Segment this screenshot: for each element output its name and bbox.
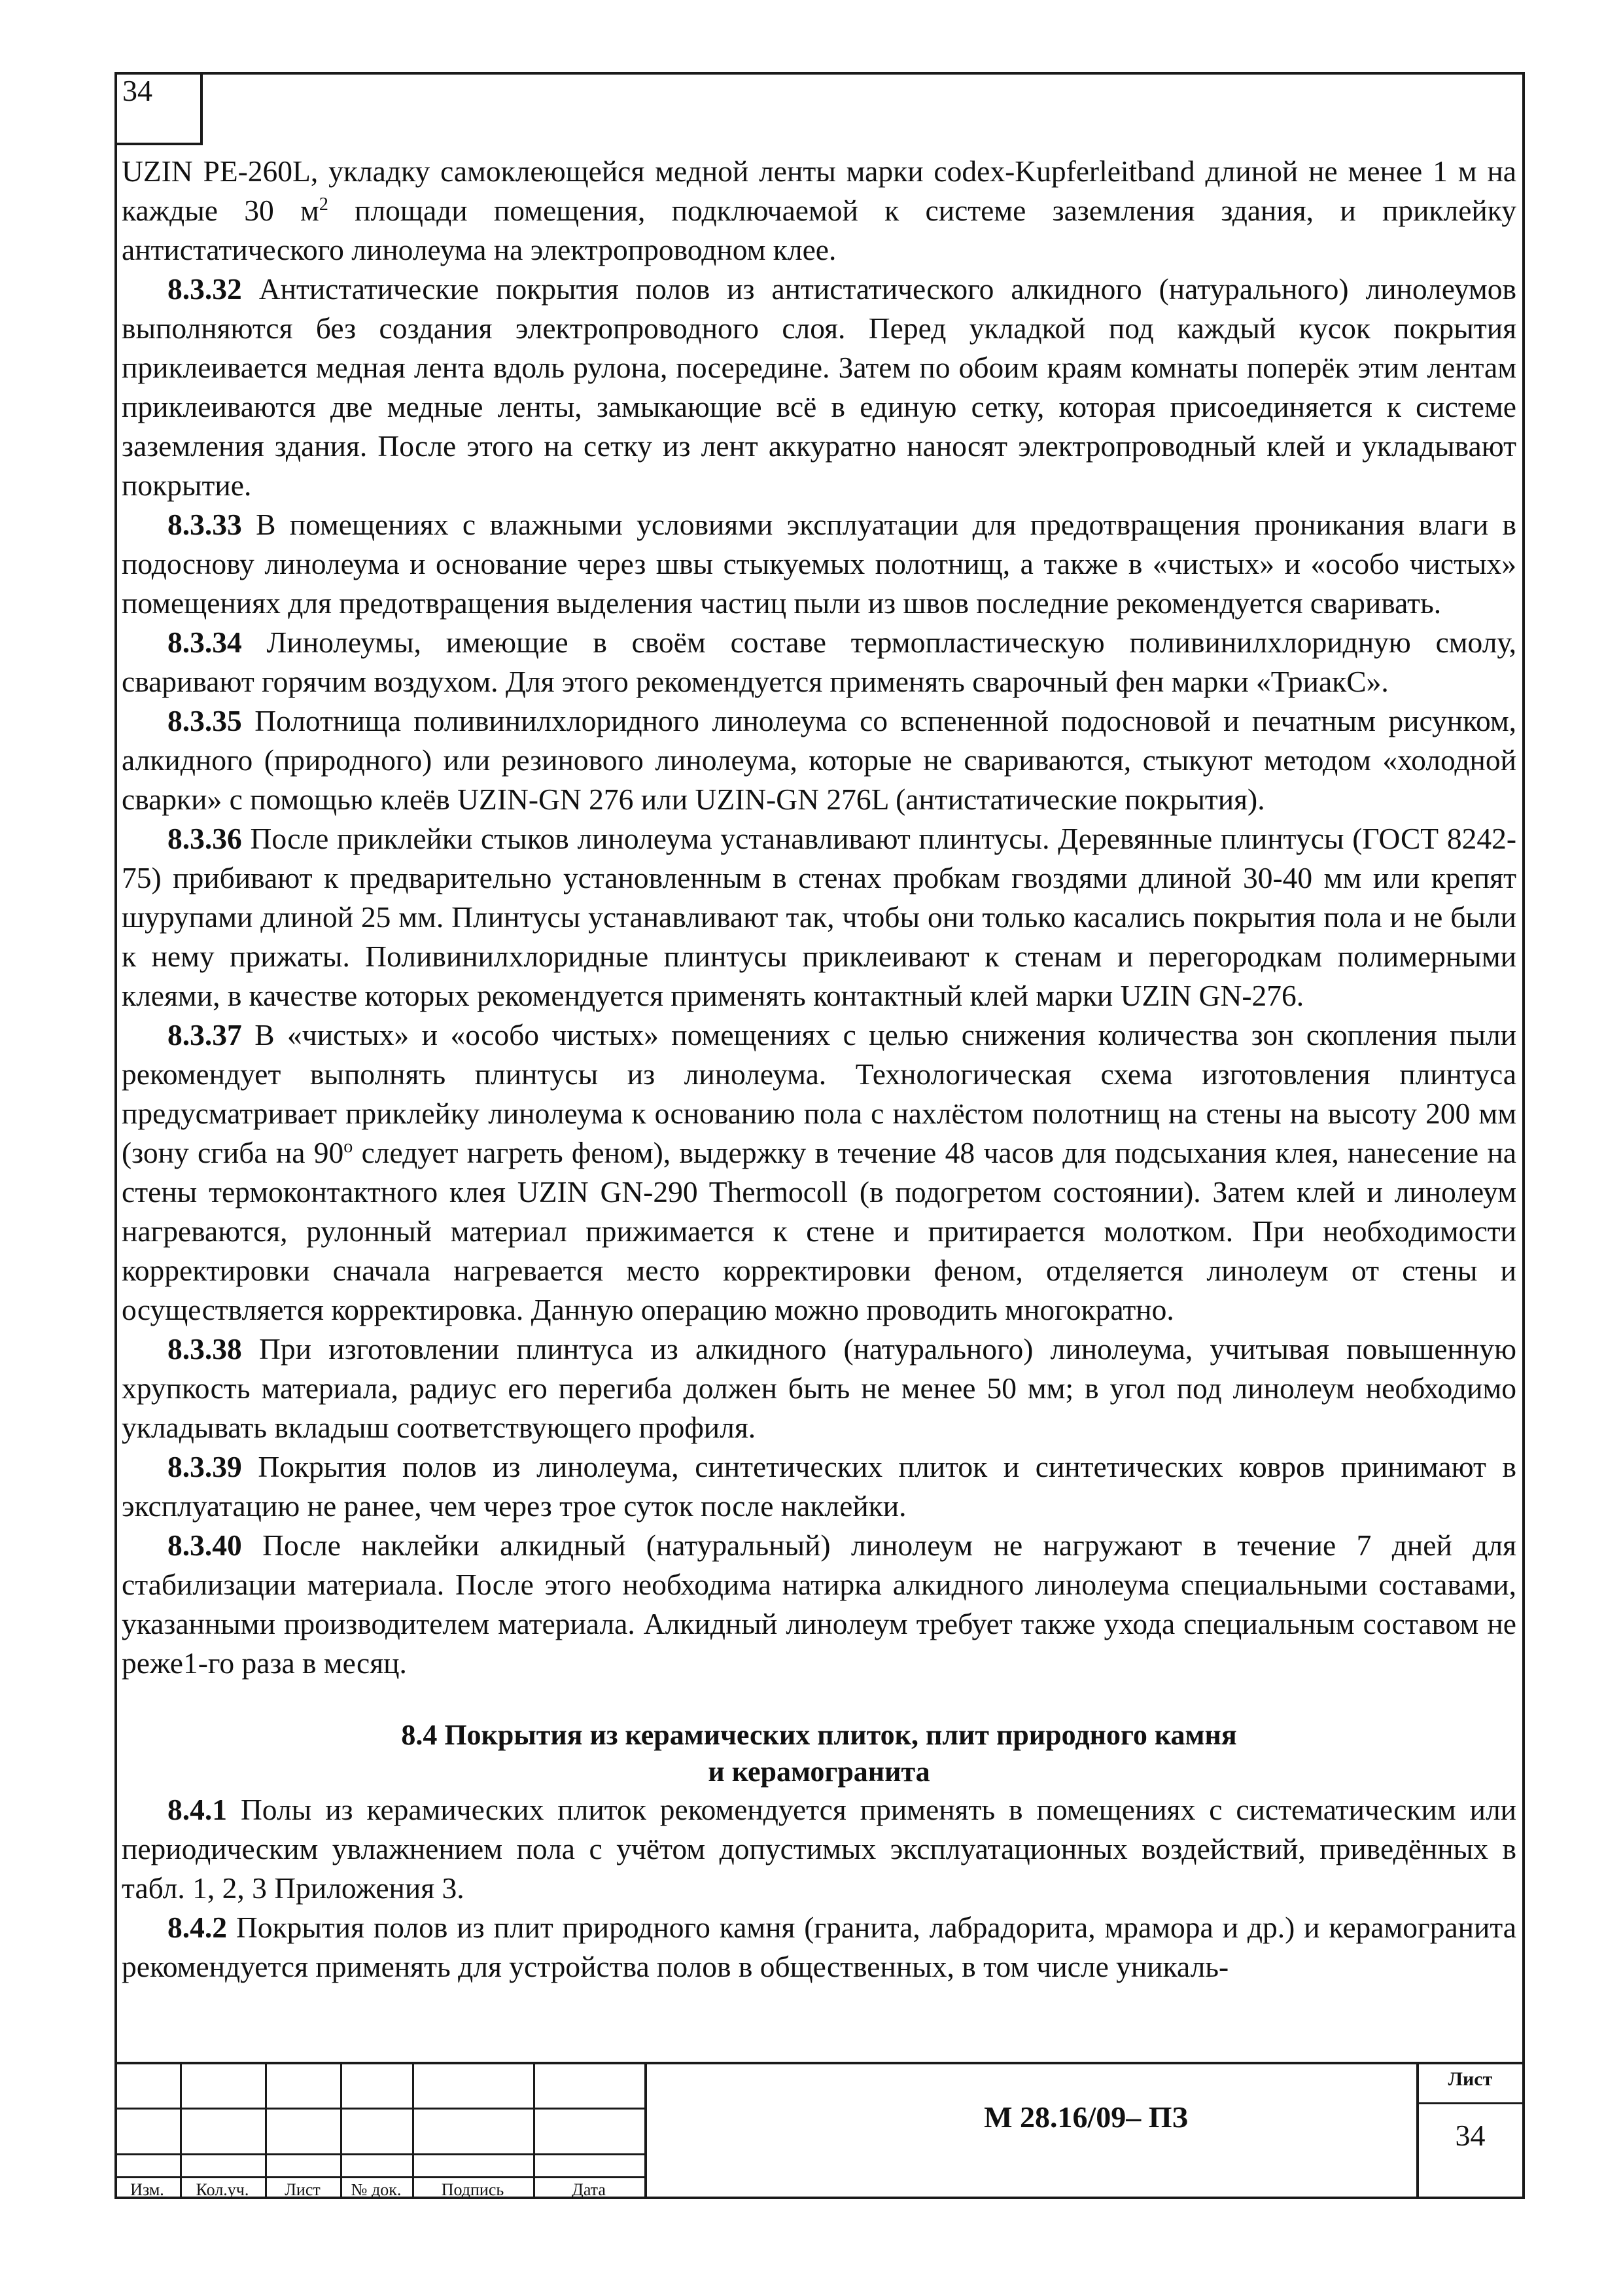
clause-number: 8.3.36	[167, 822, 242, 855]
paragraph-8-3-34: 8.3.34 Линолеумы, имеющие в своём составе термопластическую поливинилхлоридную смолу, сваривают горячим воздухом. Для этого рекомендуется применять сварочный фен марки «ТриакС».	[122, 626, 1516, 698]
paragraph-8-3-40: 8.3.40 После наклейки алкидный (натуральный) линолеум не нагружают в течение 7 дней для стабилизации материала. После этого необходима натирка алкидного линолеума специальными составами, указанными производителем материала. Алкидный линолеум требует также ухода специальным составом не реже1-го раза в месяц.	[122, 1528, 1516, 1680]
paragraph-8-3-35: 8.3.35 Полотнища поливинилхлоридного линолеума со вспененной подосновой и печатным рисунком, алкидного (природного) или резинового линолеума, которые не свариваются, стыкуют методом «холодной сварки» с помощью клеёв UZIN-GN 276 или UZIN-GN 276L (антистатические покрытия).	[122, 704, 1516, 816]
clause-number: 8.3.39	[167, 1450, 242, 1483]
paragraph-8-4-1: 8.4.1 Полы из керамических плиток рекомендуется применять в помещениях с систематическим или периодическим увлажнением пола с учётом допустимых эксплуатационных воздействий, приведённых в табл. 1, 2, 3 Приложения 3.	[122, 1793, 1516, 1905]
clause-number: 8.3.35	[167, 704, 242, 737]
paragraph-continuation: UZIN PE-260L, укладку самоклеющейся медной ленты марки codex-Kupferleitband длиной не менее 1 м на каждые 30 $м^2$ площади помещения, подключаемой к системе заземления здания, и приклейку антистатического линолеума на электропроводном клее.	[122, 154, 1516, 266]
label-quantity: Кол.уч.	[196, 2180, 249, 2199]
document-code: М 28.16/09– ПЗ	[984, 2100, 1188, 2134]
paragraph-8-4-2: 8.4.2 Покрытия полов из плит природного камня (гранита, лабрадорита, мрамора и др.) и керамогранита рекомендуется применять для устройства полов в общественных, в том числе уникаль-	[122, 1911, 1516, 1983]
section-heading-line-1: 8.4 Покрытия из керамических плиток, плит природного камня	[401, 1719, 1237, 1751]
label-date: Дата	[572, 2180, 606, 2199]
title-block	[114, 2062, 1525, 2199]
label-sheet: Лист	[285, 2180, 321, 2199]
paragraph-8-3-39: 8.3.39 Покрытия полов из линолеума, синтетических плиток и синтетических ковров принимают в эксплуатацию не ранее, чем через трое суток после наклейки.	[122, 1450, 1516, 1523]
clause-number: 8.3.34	[167, 626, 242, 659]
paragraph-8-3-37: 8.3.37 В «чистых» и «особо чистых» помещениях с целью снижения количества зон скопления пыли рекомендует выполнять плинтусы из линолеума. Технологическая схема изготовления плинтуса предусматривает приклейку линолеума к основанию пола с нахлёстом полотнищ на стены на высоту 200 мм (зону сгиба на 90$^o$ следует нагреть феном), выдержку в течение 48 часов для подсыхания клея, нанесение на стены термоконтактного клея UZIN GN-290 Thermocoll (в подогретом состоянии). Затем клей и линолеум нагреваются, рулонный материал прижимается к стене и притирается молотком. При необходимости корректировки сначала нагревается место корректировки феном, отделяется линолеум от стены и осуществляется корректировка. Данную операцию можно проводить многократно.	[122, 1018, 1516, 1326]
sheet-number: 34	[1455, 2119, 1486, 2152]
section-heading-line-2: и керамогранита	[708, 1756, 930, 1788]
page-number: 34	[122, 74, 152, 107]
paragraph-8-3-38: 8.3.38 При изготовлении плинтуса из алкидного (натурального) линолеума, учитывая повышенную хрупкость материала, радиус его перегиба должен быть не менее 50 мм; в угол под линолеум необходимо укладывать вкладыш соответствующего профиля.	[122, 1332, 1516, 1444]
clause-number: 8.4.2	[167, 1911, 227, 1944]
label-change: Изм.	[130, 2180, 164, 2199]
clause-number: 8.4.1	[167, 1793, 227, 1826]
sheet-label: Лист	[1448, 2068, 1493, 2090]
clause-number: 8.3.40	[167, 1528, 242, 1562]
clause-number: 8.3.38	[167, 1332, 242, 1366]
paragraph-8-3-36: 8.3.36 После приклейки стыков линолеума устанавливают плинтусы. Деревянные плинтусы (ГОСТ 8242-75) прибивают к предварительно установленным в стенах пробкам гвоздями длиной 30-40 мм или крепят шурупами длиной 25 мм. Плинтусы устанавливают так, чтобы они только касались покрытия пола и не были к нему прижаты. Поливинилхлоридные плинтусы приклеивают к стенам и перегородкам полимерными клеями, в качестве которых рекомендуется применять контактный клей марки UZIN GN-276.	[122, 822, 1516, 1012]
document-body	[122, 152, 1516, 1987]
clause-number: 8.3.37	[167, 1018, 242, 1051]
paragraph-8-3-33: 8.3.33 В помещениях с влажными условиями эксплуатации для предотвращения проникания влаги в подоснову линолеума и основание через швы стыкуемых полотнищ, а также в «чистых» и «особо чистых» помещениях для предотвращения выделения частиц пыли из швов последние рекомендуется сваривать.	[122, 508, 1516, 620]
clause-number: 8.3.33	[167, 508, 242, 541]
paragraph-8-3-32: 8.3.32 Антистатические покрытия полов из антистатического алкидного (натурального) линолеумов выполняются без создания электропроводного слоя. Перед укладкой под каждый кусок покрытия приклеивается медная лента вдоль рулона, посередине. Затем по обоим краям комнаты поперёк этим лентам приклеиваются две медные ленты, замыкающие всё в единую сетку, которая присоединяется к системе заземления здания. После этого на сетку из лент аккуратно наносят электропроводный клей и укладывают покрытие.	[122, 272, 1516, 502]
page-number-box	[114, 72, 203, 145]
section-heading	[122, 1717, 1516, 1790]
label-signature: Подпись	[441, 2180, 504, 2199]
label-doc-number: № док.	[351, 2180, 402, 2199]
clause-number: 8.3.32	[167, 272, 242, 306]
